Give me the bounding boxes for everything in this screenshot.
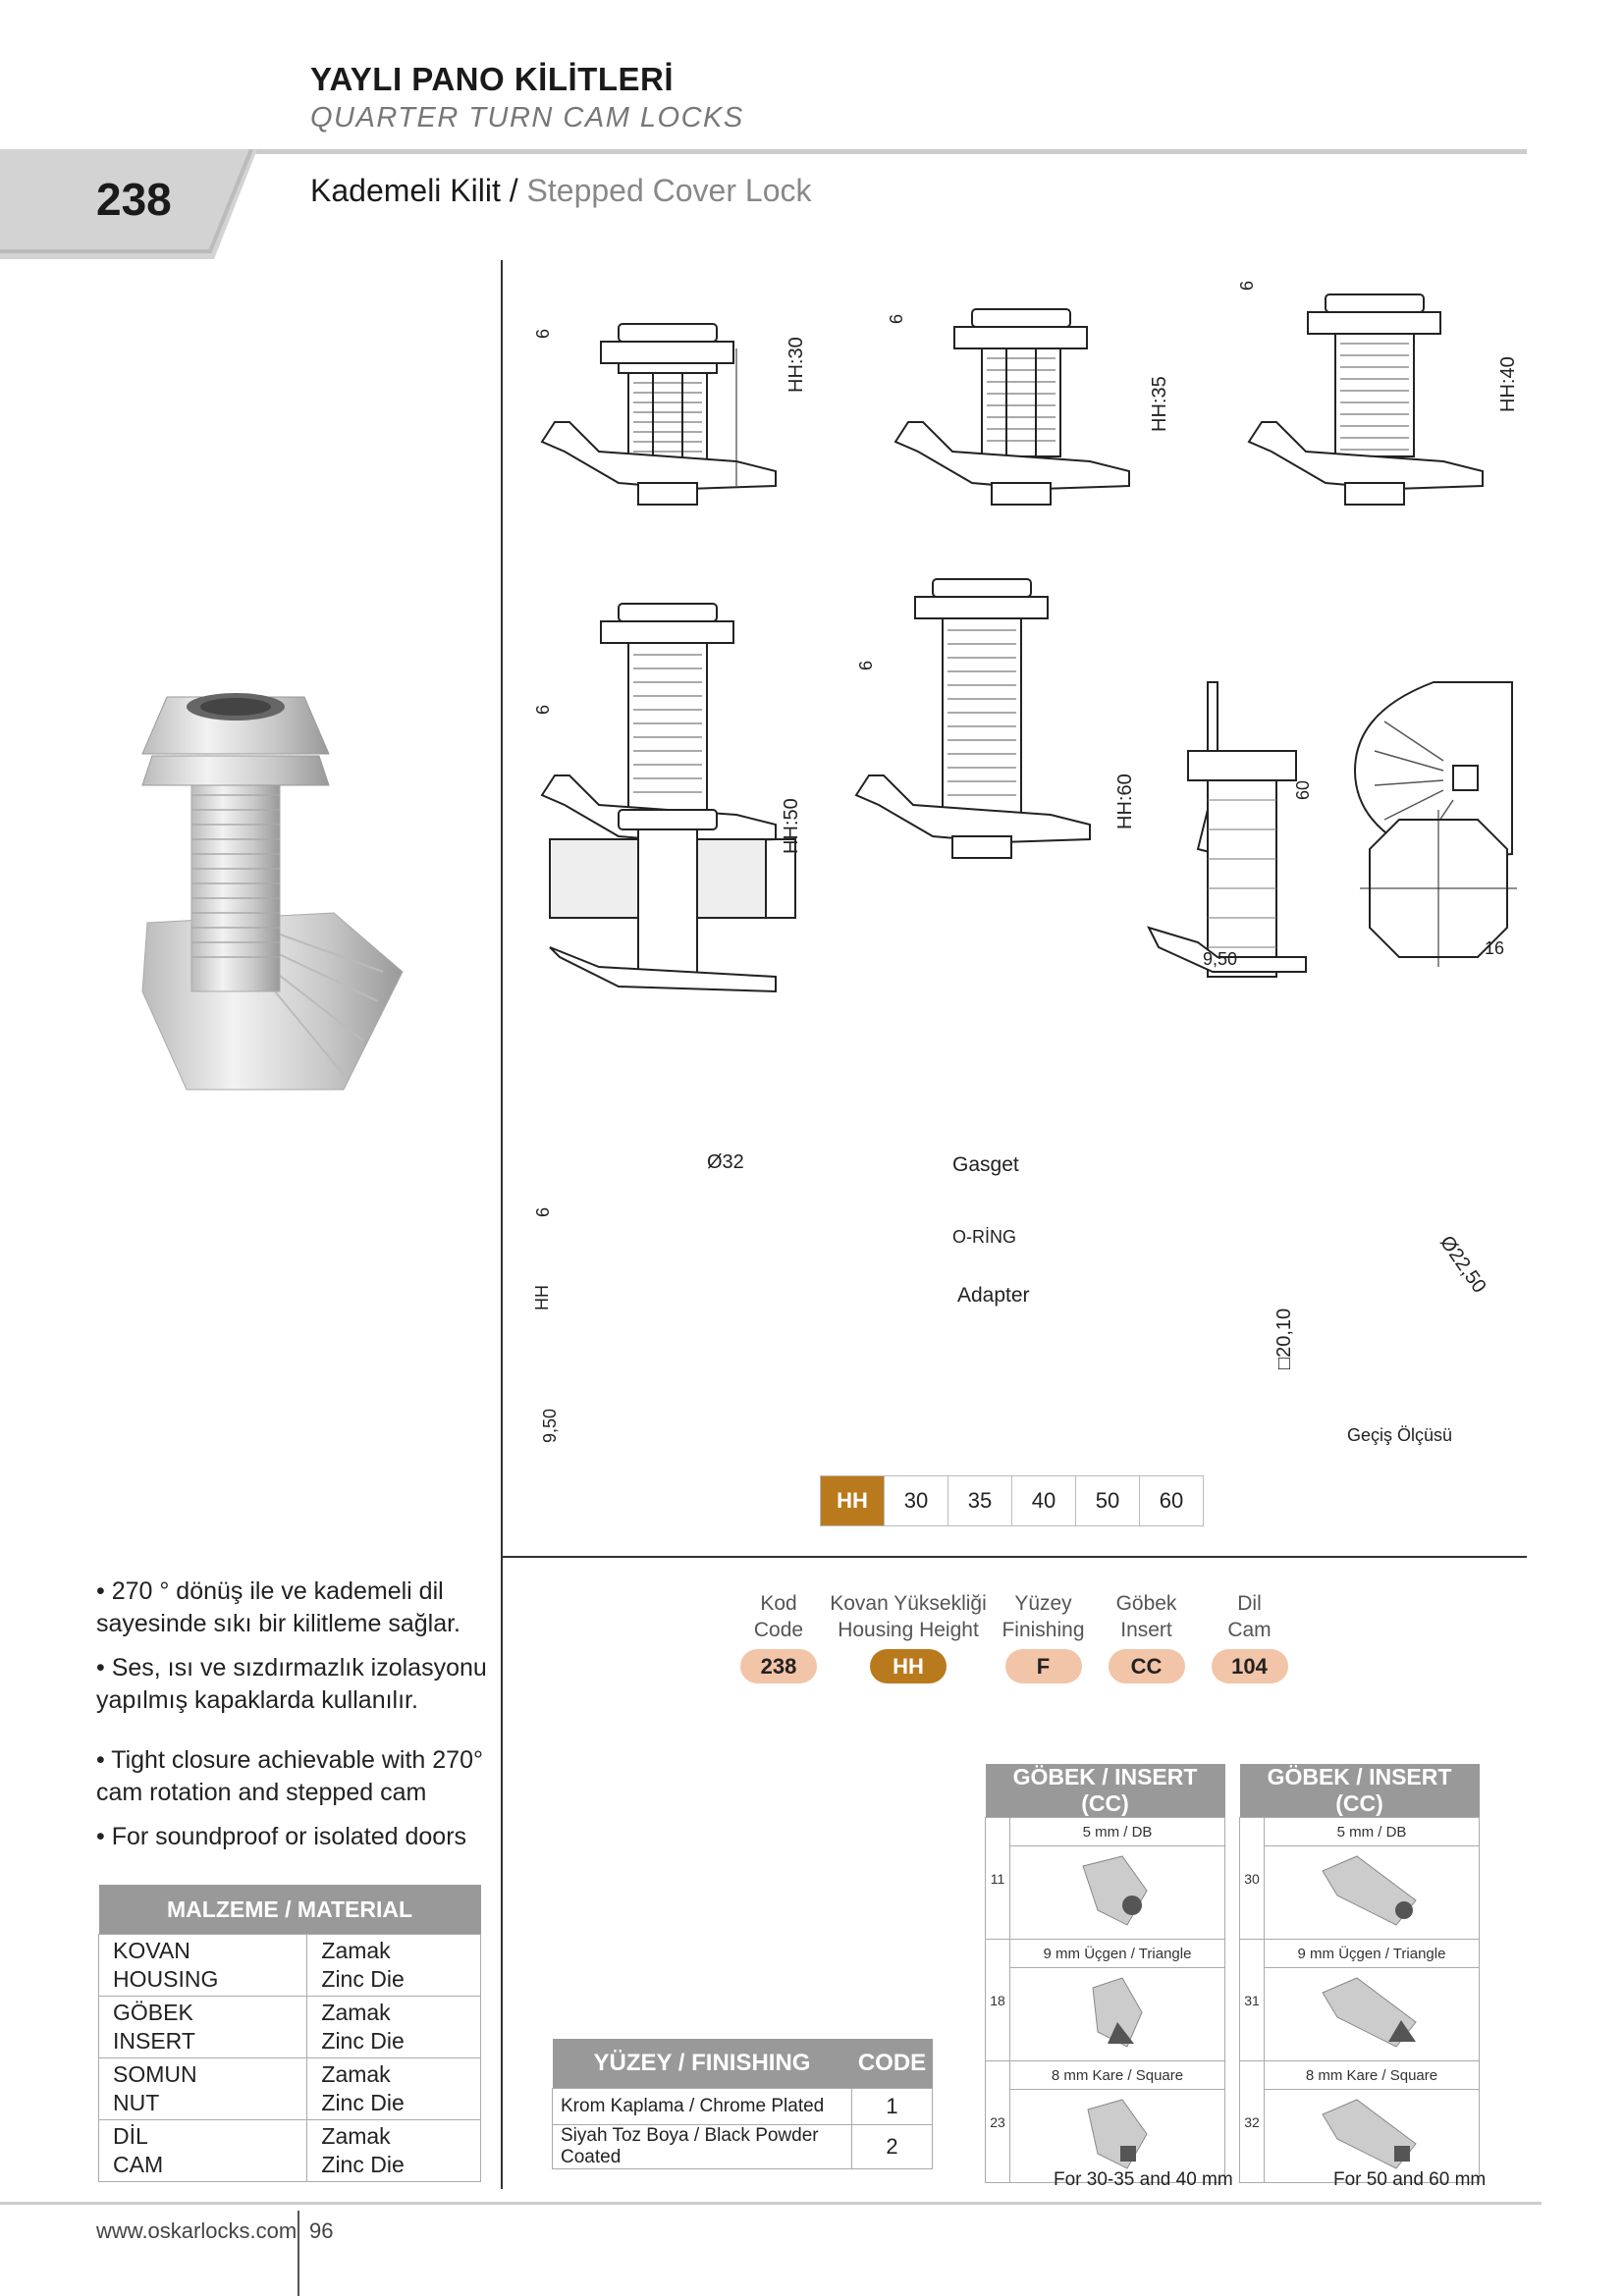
code-pill: F xyxy=(1005,1649,1082,1683)
hh-value: 60 xyxy=(1140,1476,1204,1526)
insert-db-long-icon xyxy=(1265,1846,1480,1940)
label-dim-6-f: 6 xyxy=(533,1206,553,1217)
code-label-tr: Dil xyxy=(1237,1592,1262,1615)
label-dim-dia2250: Ø22,50 xyxy=(1435,1232,1490,1298)
insert-code: 32 xyxy=(1240,2061,1265,2183)
lock-drawing-hh35 xyxy=(895,309,1129,505)
code-pill: HH xyxy=(870,1649,947,1683)
label-dim-16: 16 xyxy=(1485,938,1505,958)
material-table-header: MALZEME / MATERIAL xyxy=(99,1885,481,1935)
finishing-code-header: CODE xyxy=(852,2039,933,2089)
product-photo xyxy=(128,677,422,1099)
footer-rule xyxy=(0,2202,1542,2205)
code-label-en: Code xyxy=(753,1619,804,1641)
code-label-en: Cam xyxy=(1227,1619,1272,1641)
insert-code: 30 xyxy=(1240,1818,1265,1940)
code-pill: 104 xyxy=(1212,1649,1288,1683)
label-dim-6-d: 6 xyxy=(533,704,553,715)
label-dim-9-50: 9,50 xyxy=(1203,949,1238,969)
page-number: 96 xyxy=(309,2218,334,2243)
lock-drawing-hh30 xyxy=(542,324,776,505)
product-name-tr: Kademeli Kilit / xyxy=(310,173,518,208)
label-adapter: Adapter xyxy=(957,1284,1030,1307)
footer-divider xyxy=(298,2211,299,2296)
material-part: DİL CAM xyxy=(99,2120,307,2182)
page-subtitle: QUARTER TURN CAM LOCKS xyxy=(310,102,744,133)
label-dim-60: 60 xyxy=(1293,779,1313,800)
label-dim-6-e: 6 xyxy=(856,660,876,670)
material-part: KOVAN HOUSING xyxy=(99,1935,307,1997)
insert-triangle-long-icon xyxy=(1265,1968,1480,2061)
code-label-en: Finishing xyxy=(1001,1619,1085,1641)
label-hh50: HH:50 xyxy=(781,798,802,854)
finishing-header: YÜZEY / FINISHING xyxy=(553,2039,852,2089)
hh-size-table xyxy=(820,1475,1204,1526)
insert-label: 9 mm Üçgen / Triangle xyxy=(1010,1940,1225,1968)
footer-url[interactable]: www.oskarlocks.com xyxy=(96,2218,298,2243)
insert-table-footer: For 50 and 60 mm xyxy=(1333,2169,1487,2190)
finishing-table xyxy=(552,2039,933,2169)
product-name xyxy=(310,173,811,209)
material-table xyxy=(98,1885,481,2182)
hh-value: 40 xyxy=(1012,1476,1076,1526)
code-builder-housing xyxy=(830,1590,987,1683)
label-hh40: HH:40 xyxy=(1497,356,1519,412)
finishing-code: 2 xyxy=(852,2125,933,2169)
page-title: YAYLI PANO KİLİTLERİ xyxy=(310,61,675,97)
bullet-item: • 270 ° dönüş ile ve kademeli dil sayesinde sıkı bir kilitleme sağlar. xyxy=(96,1577,460,1637)
product-number: 238 xyxy=(96,174,172,225)
label-dim-6-a: 6 xyxy=(533,328,553,339)
code-label-en: Housing Height xyxy=(838,1619,979,1641)
material-value: Zamak Zinc Die xyxy=(307,2120,481,2182)
label-dim-6-c: 6 xyxy=(1237,280,1257,291)
hh-value: 30 xyxy=(885,1476,948,1526)
cross-section-detail xyxy=(1149,751,1306,977)
insert-table-small xyxy=(985,1764,1225,2183)
lock-drawing-hh40 xyxy=(1249,294,1483,505)
insert-code: 18 xyxy=(986,1940,1010,2061)
finishing-label: Siyah Toz Boya / Black Powder Coated xyxy=(553,2125,852,2169)
insert-label: 5 mm / DB xyxy=(1010,1818,1225,1846)
finishing-label: Krom Kaplama / Chrome Plated xyxy=(553,2089,852,2125)
material-value: Zamak Zinc Die xyxy=(307,2058,481,2120)
code-label-tr: Göbek xyxy=(1115,1592,1177,1615)
material-part: GÖBEK INSERT xyxy=(99,1997,307,2058)
insert-label: 8 mm Kare / Square xyxy=(1265,2061,1480,2090)
insert-code: 23 xyxy=(986,2061,1010,2183)
code-pill: 238 xyxy=(740,1649,817,1683)
lock-drawing-hh60 xyxy=(856,579,1090,858)
label-gasget: Gasget xyxy=(952,1153,1019,1176)
material-value: Zamak Zinc Die xyxy=(307,1935,481,1997)
code-builder-insert xyxy=(1100,1590,1193,1683)
code-label-tr: Yüzey xyxy=(1014,1592,1072,1615)
code-builder-finishing xyxy=(997,1590,1090,1683)
material-value: Zamak Zinc Die xyxy=(307,1997,481,2058)
code-label-tr: Kovan Yüksekliği xyxy=(830,1592,987,1615)
insert-label: 9 mm Üçgen / Triangle xyxy=(1265,1940,1480,1968)
insert-code: 11 xyxy=(986,1818,1010,1940)
code-pill: CC xyxy=(1109,1649,1185,1683)
label-dim-6-b: 6 xyxy=(887,313,906,324)
label-dim-9-50-b: 9,50 xyxy=(540,1408,560,1443)
bullet-item: • For soundproof or isolated doors xyxy=(96,1823,467,1850)
finishing-code: 1 xyxy=(852,2089,933,2125)
label-dim-dia32: Ø32 xyxy=(707,1151,744,1173)
code-builder-cam xyxy=(1203,1590,1296,1683)
insert-db-icon xyxy=(1010,1846,1225,1940)
material-part: SOMUN NUT xyxy=(99,2058,307,2120)
bullet-item: • Ses, ısı ve sızdırmazlık izolasyonu yapılmış kapaklarda kullanılır. xyxy=(96,1654,487,1714)
horizontal-divider xyxy=(503,1556,1527,1558)
insert-label: 5 mm / DB xyxy=(1265,1818,1480,1846)
insert-code: 31 xyxy=(1240,1940,1265,2061)
insert-table-footer: For 30-35 and 40 mm xyxy=(1054,2169,1233,2190)
insert-table-header: GÖBEK / INSERT (CC) xyxy=(986,1764,1225,1818)
insert-table-header: GÖBEK / INSERT (CC) xyxy=(1240,1764,1480,1818)
hh-value: 50 xyxy=(1076,1476,1140,1526)
code-label-tr: Kod xyxy=(760,1592,797,1615)
label-hh30: HH:30 xyxy=(785,337,807,393)
code-label-en: Insert xyxy=(1120,1619,1172,1641)
technical-drawings xyxy=(501,260,1522,1556)
code-builder-code xyxy=(734,1590,823,1683)
bullet-item: • Tight closure achievable with 270° cam rotation and stepped cam xyxy=(96,1746,483,1806)
label-dim-hh: HH xyxy=(532,1285,552,1310)
hh-value: 35 xyxy=(948,1476,1012,1526)
label-dim-square: □20,10 xyxy=(1273,1308,1295,1369)
insert-triangle-icon xyxy=(1010,1968,1225,2061)
label-oring: O-RİNG xyxy=(952,1227,1016,1247)
insert-table-large xyxy=(1239,1764,1480,2183)
insert-label: 8 mm Kare / Square xyxy=(1010,2061,1225,2090)
feature-bullets xyxy=(96,1575,489,1865)
label-hh35: HH:35 xyxy=(1149,376,1170,432)
label-gecis: Geçiş Ölçüsü xyxy=(1347,1425,1453,1445)
label-hh60: HH:60 xyxy=(1114,774,1136,829)
product-name-en: Stepped Cover Lock xyxy=(526,173,812,208)
hh-table-header: HH xyxy=(821,1476,885,1526)
